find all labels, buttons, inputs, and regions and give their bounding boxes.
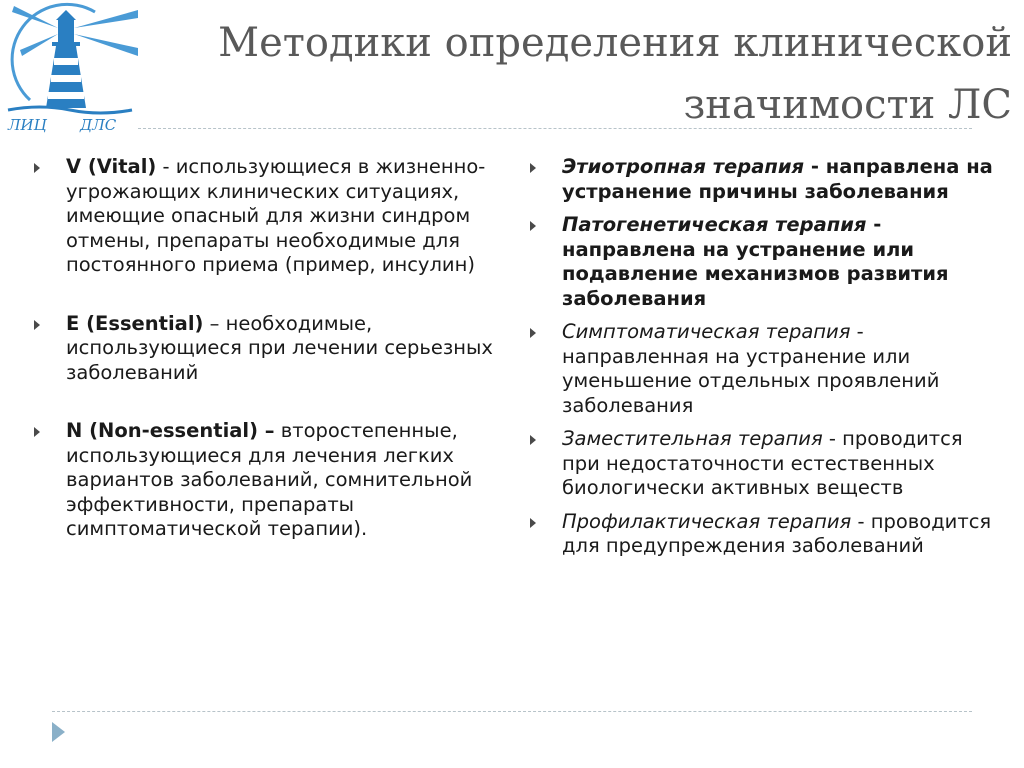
- logo: [0, 0, 140, 135]
- item-description: необходимые, использующиеся при лечении серьезных заболеваний: [66, 311, 493, 384]
- item-separator: -: [850, 320, 864, 343]
- item-separator: -: [822, 427, 843, 450]
- list-item-non-essential: [34, 419, 504, 542]
- slide-title-line-2: значимости ЛС: [683, 82, 1012, 128]
- next-slide-arrow-icon[interactable]: [52, 722, 65, 742]
- item-description: проводится для предупреждения заболеваний: [562, 509, 992, 557]
- item-term: Профилактическая терапия: [562, 509, 852, 533]
- svg-text:ЛИЦ: ЛИЦ: [8, 116, 47, 134]
- item-separator: -: [804, 155, 826, 178]
- bullet-arrow-icon: [530, 221, 536, 231]
- item-term: Симптоматическая терапия: [562, 320, 851, 343]
- item-separator: -: [156, 155, 176, 178]
- bullet-arrow-icon: [530, 328, 536, 338]
- right-column: [530, 155, 1000, 568]
- svg-text:ДЛС: ДЛС: [80, 116, 117, 134]
- list-item-vital: [34, 155, 504, 278]
- list-item-prophylactic: [530, 510, 1000, 559]
- item-description: направленная на устранение или уменьшение отдельных проявлений заболевания: [562, 344, 940, 417]
- item-description: направлена на устранение причины заболевания: [562, 155, 993, 203]
- list-item-essential: [34, 312, 504, 386]
- bullet-arrow-icon: [530, 518, 536, 528]
- item-term: Патогенетическая терапия: [562, 213, 867, 236]
- list-item-symptomatic: [530, 320, 1000, 418]
- item-separator: –: [203, 311, 226, 335]
- list-item-pathogenetic: [530, 213, 1000, 311]
- item-separator: -: [851, 509, 871, 533]
- title-divider: [138, 128, 972, 129]
- item-description: проводится при недостаточности естественных биологически активных веществ: [562, 427, 963, 499]
- item-term: N (Non-essential) –: [66, 419, 275, 442]
- slide-title-line-1: Методики определения клинической: [218, 20, 1012, 66]
- slide-title: [152, 12, 1012, 136]
- item-term: V (Vital): [66, 155, 157, 178]
- item-term: Этиотропная терапия: [562, 155, 805, 178]
- footer-divider: [52, 711, 972, 712]
- left-column: [34, 155, 504, 576]
- item-description: направлена на устранение или подавление механизмов развития заболевания: [562, 237, 949, 310]
- bullet-arrow-icon: [530, 163, 536, 173]
- item-separator: -: [866, 213, 882, 236]
- item-term: Заместительная терапия: [562, 427, 823, 450]
- bullet-arrow-icon: [34, 163, 40, 173]
- item-description: использующиеся в жизненно-угрожающих клинических ситуациях, имеющие опасный для жизни синдром отмены, препараты необходимые для постоянного приема (пример, инсулин): [66, 155, 486, 276]
- bullet-arrow-icon: [34, 320, 40, 330]
- item-description: второстепенные, использующиеся для лечения легких вариантов заболеваний, сомнительной эффективности, препараты симптоматической терапии).: [66, 419, 473, 540]
- bullet-arrow-icon: [34, 427, 40, 437]
- list-item-replacement: [530, 427, 1000, 501]
- item-term: E (Essential): [66, 311, 204, 335]
- list-item-etiotropic: [530, 155, 1000, 204]
- lighthouse-icon: [0, 0, 140, 135]
- bullet-arrow-icon: [530, 435, 536, 445]
